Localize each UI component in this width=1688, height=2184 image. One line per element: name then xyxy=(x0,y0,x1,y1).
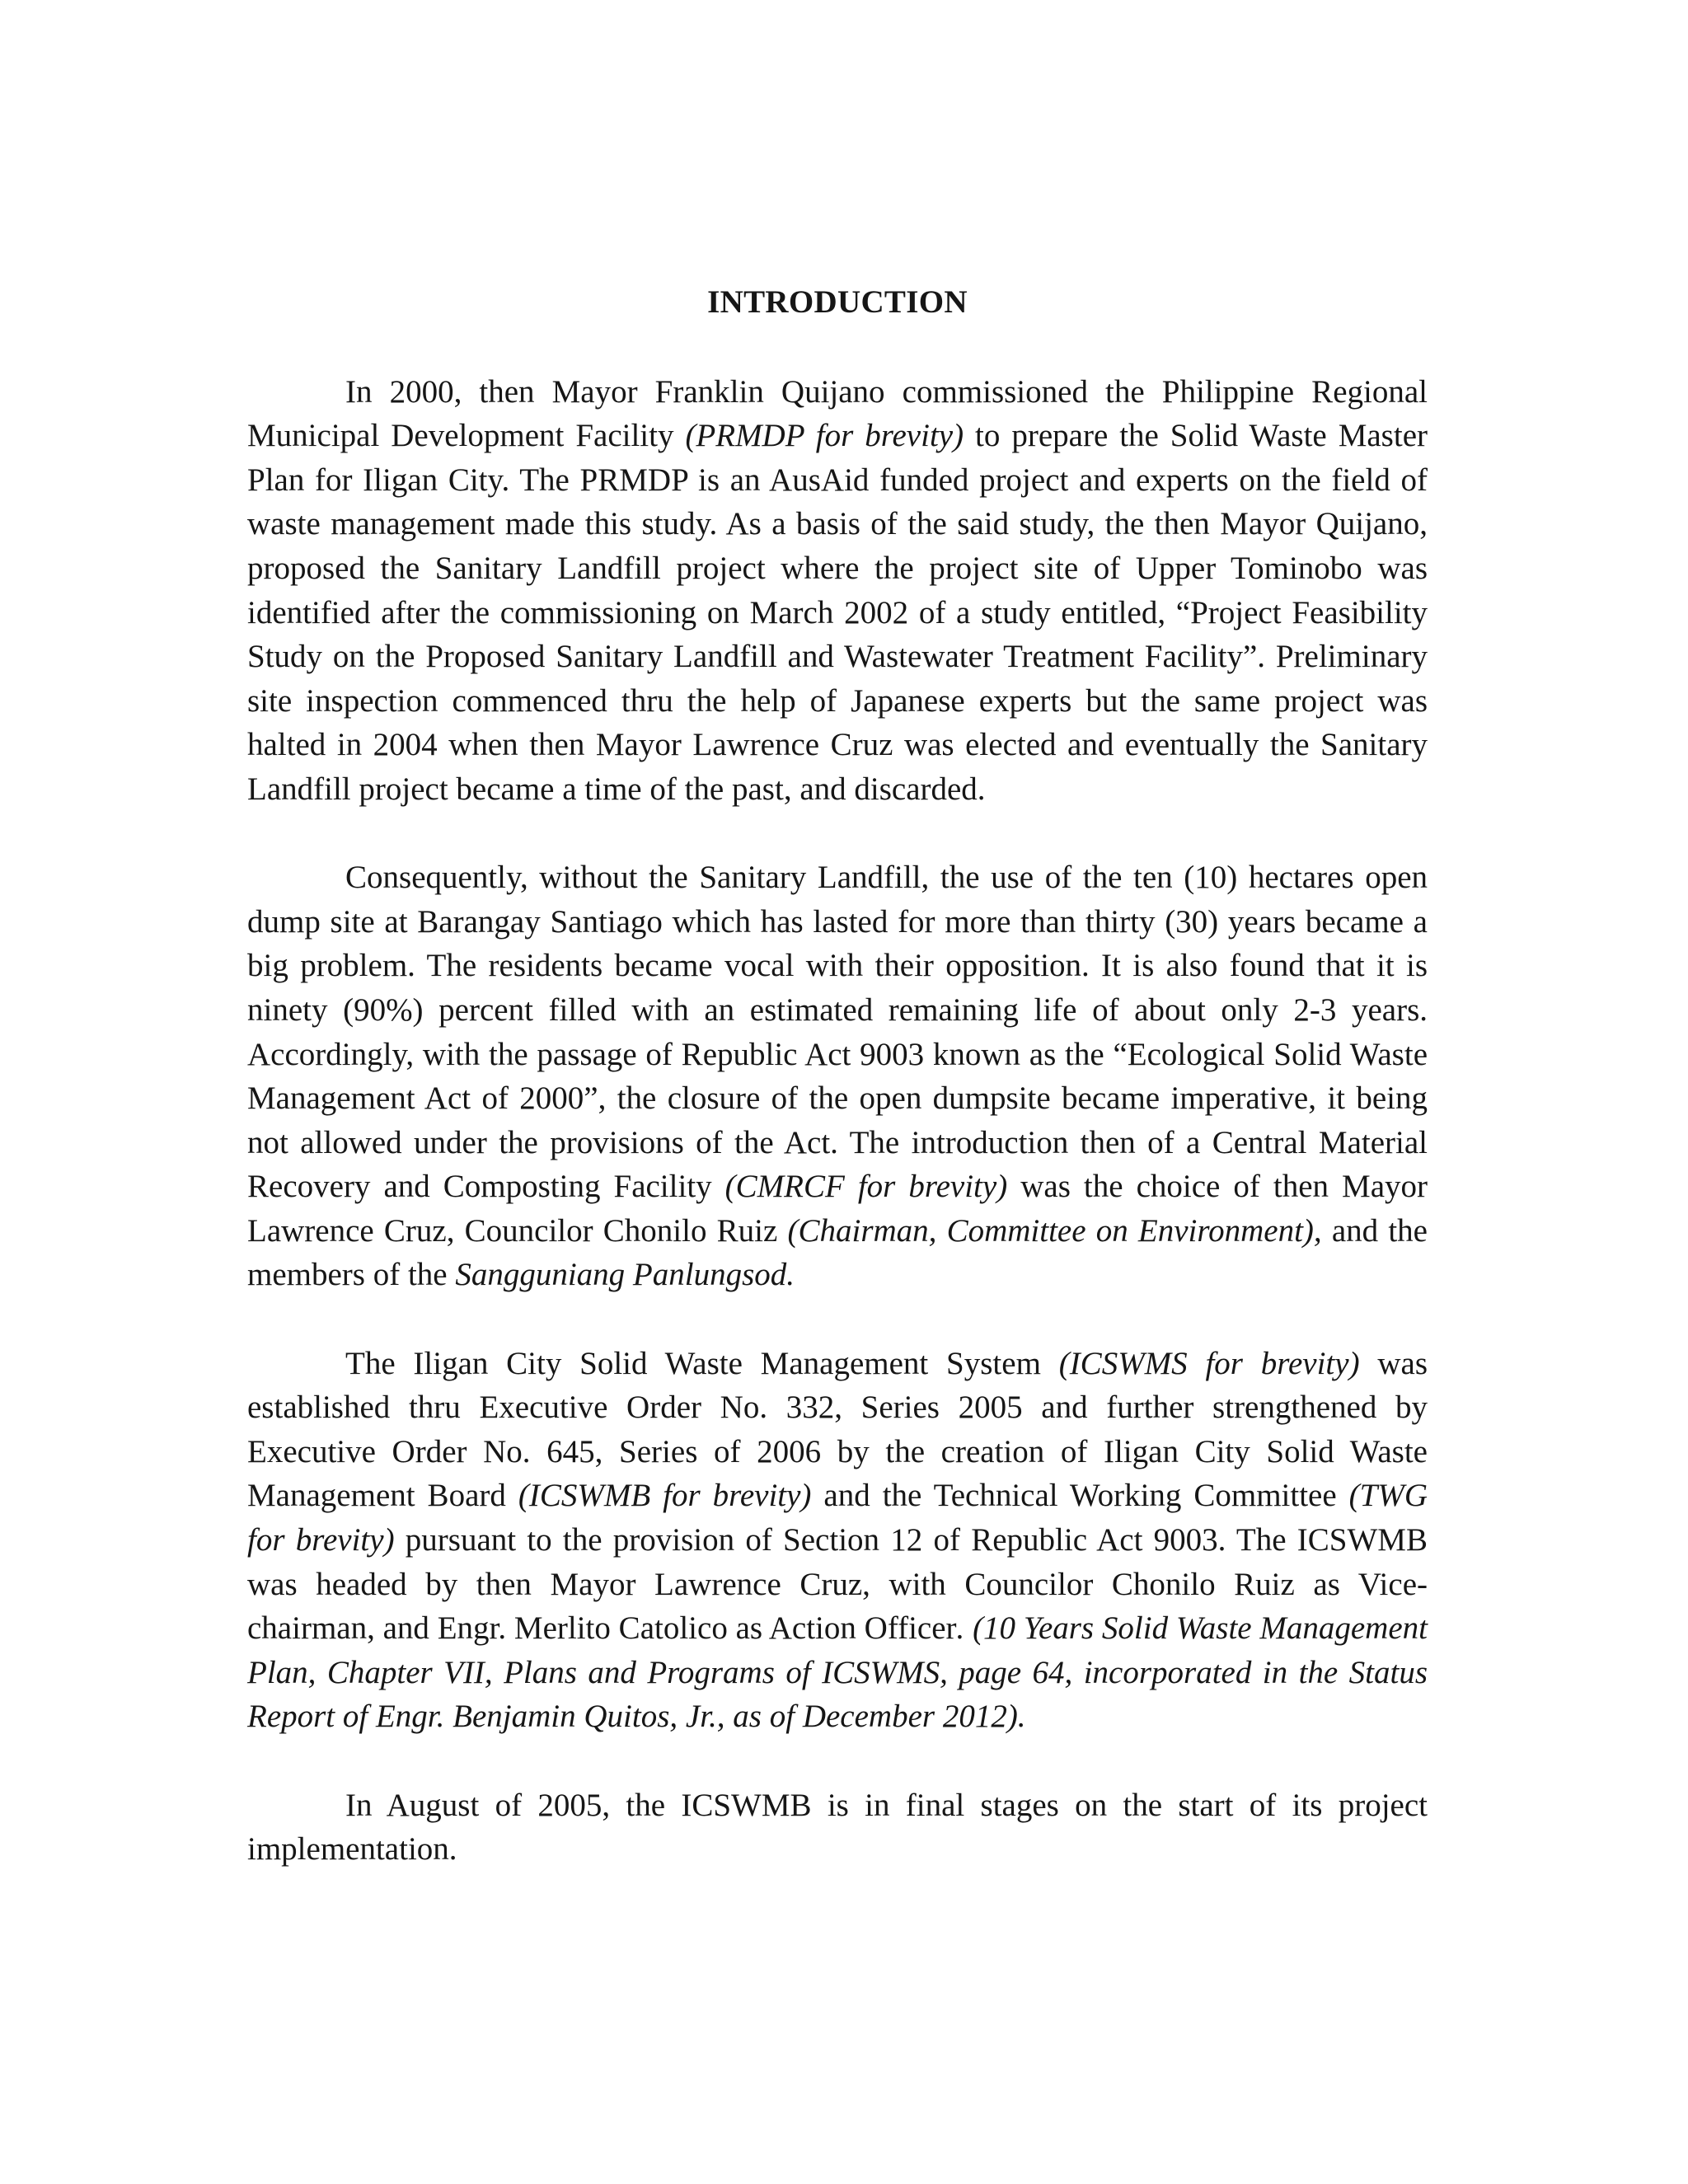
paragraph-italic-text: (ICSWMB for brevity) xyxy=(518,1478,812,1514)
paragraph-italic-text: (PRMDP for brevity) xyxy=(685,418,964,454)
paragraph-3 xyxy=(247,1342,1428,1739)
paragraph-1 xyxy=(247,370,1428,812)
paragraph-2 xyxy=(247,855,1428,1297)
paragraph-text: was established thru Executive Order No. 332, Series 2005 and further strengthened by Executive Order No. 645, Series of 2006 by the creation of Iligan City Solid Waste Management Board xyxy=(247,1345,1428,1514)
document-page xyxy=(247,280,1428,1872)
paragraph-italic-text: (ICSWMS for brevity) xyxy=(1058,1345,1360,1381)
paragraph-italic-text: Sangguniang Panlungsod. xyxy=(455,1257,795,1293)
paragraph-italic-text: (TWG for brevity) xyxy=(247,1478,1428,1558)
paragraph-text: and the Technical Working Committee xyxy=(811,1478,1349,1514)
paragraph-4 xyxy=(247,1783,1428,1872)
paragraph-italic-text: (CMRCF for brevity) xyxy=(724,1169,1008,1205)
paragraph-text: and the members of the xyxy=(247,1212,1428,1293)
paragraph-text: was the choice of then Mayor Lawrence Cruz, Councilor Chonilo Ruiz xyxy=(247,1169,1428,1249)
paragraph-text: The Iligan City Solid Waste Management System xyxy=(345,1345,1059,1381)
paragraph-text: to prepare the Solid Waste Master Plan for Iligan City. The PRMDP is an AusAid funded project and experts on the field of waste management made this study. As a basis of the said study, the then Mayor Quijano, proposed the Sanitary Landfill project where the project site of Upper Tominobo was identified after the commissioning on March 2002 of a study entitled, “Project Feasibility Study on the Proposed Sanitary Landfill and Wastewater Treatment Facility”. Preliminary site inspection commenced thru the help of Japanese experts but the same project was halted in 2004 when then Mayor Lawrence Cruz was elected and eventually the Sanitary Landfill project became a time of the past, and discarded. xyxy=(247,418,1428,807)
paragraph-text: pursuant to the provision of Section 12 of Republic Act 9003. The ICSWMB was headed by then Mayor Lawrence Cruz, with Councilor Chonilo Ruiz as Vice-chairman, and Engr. Merlito Catolico as Action Officer xyxy=(247,1522,1428,1647)
paragraph-italic-text: . (10 Years Solid Waste Management Plan, Chapter VII, Plans and Programs of ICSWMS, page 64, incorporated in the Status Report of Engr. Benjamin Quitos, Jr., as of December 2012). xyxy=(247,1610,1428,1735)
paragraph-text: In 2000, then Mayor Franklin Quijano commissioned the Philippine Regional Municipal Development Facility xyxy=(247,373,1428,454)
paragraph-text: In August of 2005, the ICSWMB is in final stages on the start of its project implementation. xyxy=(247,1787,1428,1868)
paragraph-italic-text: (Chairman, Committee on Environment), xyxy=(787,1212,1322,1249)
paragraph-text: Consequently, without the Sanitary Landfill, the use of the ten (10) hectares open dump site at Barangay Santiago which has lasted for more than thirty (30) years became a big problem. The residents became vocal with their opposition. It is also found that it is ninety (90%) percent filled with an estimated remaining life of about only 2-3 years. Accordingly, with the passage of Republic Act 9003 known as the “Ecological Solid Waste Management Act of 2000”, the closure of the open dumpsite became imperative, it being not allowed under the provisions of the Act. The introduction then of a Central Material Recovery and Composting Facility xyxy=(247,860,1428,1205)
document-title: INTRODUCTION xyxy=(707,284,968,320)
